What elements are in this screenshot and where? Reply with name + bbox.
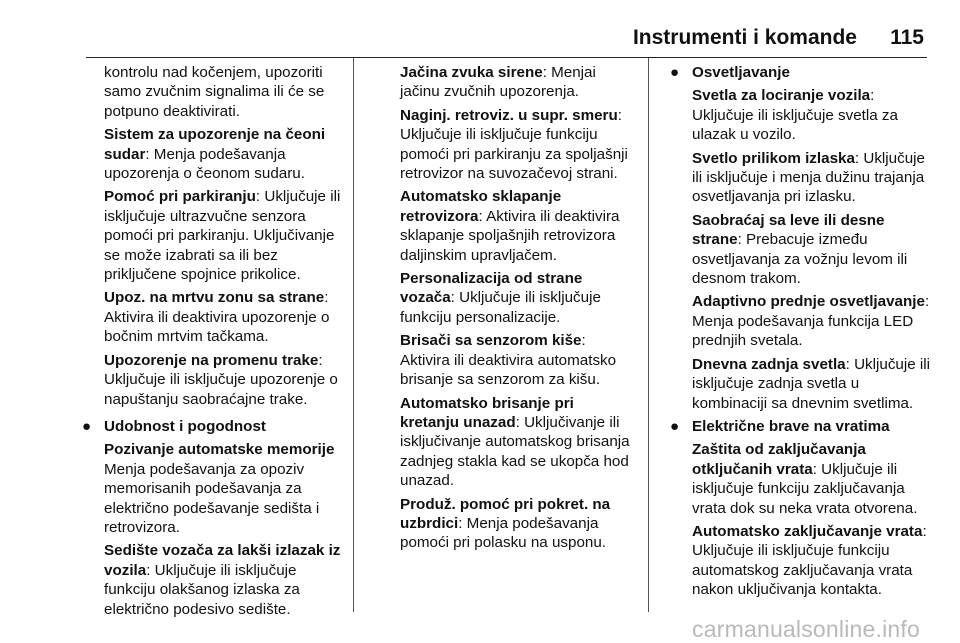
paragraph: Jačina zvuka sirene: Menjai jačinu zvučnih upozorenja. bbox=[400, 64, 596, 101]
term: Naginj. retroviz. u supr. smeru bbox=[400, 106, 618, 124]
paragraph: Brisači sa senzorom kiše: Aktivira ili deaktivira automatsko brisanje sa senzorom za kišu. bbox=[400, 332, 617, 389]
column-1 bbox=[104, 63, 348, 413]
term: Produž. pomoć pri pokret. na uzbrdici bbox=[400, 495, 611, 532]
watermark: carmanualsonline.info bbox=[692, 616, 920, 642]
bullet-icon: ● bbox=[670, 64, 680, 81]
bullet-comfort-section bbox=[82, 417, 348, 623]
column-divider-1 bbox=[353, 58, 354, 612]
paragraph: Automatsko zaključavanje vrata: Uključuje ili isključuje funkciju automatskog zaključavanja vrata nakon uključivanja kontakta. bbox=[692, 522, 927, 599]
header-rule bbox=[86, 57, 927, 58]
term: Sistem za upozorenje na čeoni sudar bbox=[104, 126, 326, 163]
term: Sedište vozača za lakši izlazak iz vozila bbox=[104, 542, 341, 579]
term: Zaštita od zaključavanja otključanih vrata bbox=[692, 441, 866, 478]
paragraph: Svetla za lociranje vozila: Uključuje ili isključuje svetla za ulazak u vozilo. bbox=[692, 87, 898, 144]
paragraph: Upoz. na mrtvu zonu sa strane: Aktivira ili deaktivira upozorenje o bočnim mrtvim tačkama. bbox=[104, 289, 330, 346]
term: Upozorenje na promenu trake bbox=[104, 351, 319, 369]
paragraph: Automatsko sklapanje retrovizora: Aktivira ili deaktivira sklapanje spoljašnjih retrovizora daljinskim upravljačem. bbox=[400, 188, 620, 264]
column-2 bbox=[400, 63, 634, 557]
term: Adaptivno prednje osvetljavanje bbox=[692, 293, 925, 311]
term: Dnevna zadnja svetla bbox=[692, 355, 846, 373]
paragraph: Sedište vozača za lakši izlazak iz vozila: Uključuje ili isključuje funkciju olakšanog izlaska za električno podesivo sedište. bbox=[104, 542, 341, 618]
paragraph: Upozorenje na promenu trake: Uključuje ili isključuje upozorenje o napuštanju saobraćajne trake. bbox=[104, 351, 338, 408]
term: Pozivanje automatske memorije bbox=[104, 441, 335, 459]
paragraph: Saobraćaj sa leve ili desne strane: Prebacuje između osvetljavanja za vožnju levom ili desnom trakom. bbox=[692, 211, 908, 288]
bullet-item: ● Osvetljavanje bbox=[670, 64, 790, 81]
paragraph: Pozivanje automatske memorije Menja podešavanja za opoziv memorisanih podešavanja za električno podešavanje sedišta i retrovizora. bbox=[104, 441, 335, 537]
term: Svetla za lociranje vozila bbox=[692, 87, 871, 105]
paragraph: Pomoć pri parkiranju: Uključuje ili isključuje ultrazvučne senzora pomoći pri parkiranju. Uključivanje se može izabrati sa ili bez priključene spojnice prikolice. bbox=[104, 188, 341, 284]
paragraph: Automatsko brisanje pri kretanju unazad: Uključivanje ili isključivanje automatskog brisanja zadnjeg stakla kad se ukopča hod unazad. bbox=[400, 394, 630, 490]
term: Automatsko brisanje pri kretanju unazad bbox=[400, 394, 574, 431]
term: Automatsko zaključavanje vrata bbox=[692, 522, 923, 540]
paragraph: Personalizacija od strane vozača: Uključuje ili isključuje funkciju personalizacije. bbox=[400, 270, 601, 326]
term: Pomoć pri parkiranju bbox=[104, 188, 256, 206]
term: Personalizacija od strane vozača bbox=[400, 270, 583, 307]
term: Svetlo prilikom izlaska bbox=[692, 149, 855, 167]
paragraph: Naginj. retroviz. u supr. smeru: Uključuje ili isključuje funkciju pomoći pri parkiranju za spoljašnji retrovizor na suvozačevoj strani. bbox=[400, 106, 628, 183]
term: Jačina zvuka sirene bbox=[400, 64, 543, 81]
paragraph: Svetlo prilikom izlaska: Uključuje ili isključuje i menja dužinu trajanja osvetljavanja pri izlasku. bbox=[692, 149, 925, 206]
column-divider-2 bbox=[648, 58, 649, 612]
bullet-icon: ● bbox=[670, 417, 680, 435]
term: Brisači sa senzorom kiše bbox=[400, 332, 582, 350]
bullet-item: ● Električne brave na vratima bbox=[670, 417, 890, 435]
page-number: 115 bbox=[890, 26, 924, 49]
paragraph: Produž. pomoć pri pokret. na uzbrdici: Menja podešavanja pomoći pri polasku na usponu. bbox=[400, 495, 611, 552]
paragraph: Dnevna zadnja svetla: Uključuje ili isključuje zadnja svetla u kombinaciji sa dnevnim svetlima. bbox=[692, 355, 931, 412]
column-3 bbox=[670, 63, 932, 604]
bullet-icon: ● bbox=[82, 418, 92, 435]
bullet-item: ● Udobnost i pogodnost bbox=[82, 418, 266, 435]
term: Saobraćaj sa leve ili desne strane bbox=[692, 211, 885, 249]
paragraph: Zaštita od zaključavanja otključanih vrata: Uključuje ili isključuje funkciju zaključavanja vrata dok su neka vrata otvorena. bbox=[692, 441, 918, 517]
paragraph: Adaptivno prednje osvetljavanje: Menja podešavanja funkcija LED prednjih svetala. bbox=[692, 293, 930, 350]
term: Upoz. na mrtvu zonu sa strane bbox=[104, 289, 325, 307]
paragraph: kontrolu nad kočenjem, upozoriti samo zvučnim signalima ili će se potpuno deaktivirati. bbox=[104, 64, 325, 120]
term: Automatsko sklapanje retrovizora bbox=[400, 188, 562, 225]
page-header bbox=[0, 0, 960, 58]
section-title: Instrumenti i komande bbox=[632, 26, 857, 49]
paragraph: Sistem za upozorenje na čeoni sudar: Menja podešavanja upozorenja o čeonom sudaru. bbox=[104, 126, 326, 183]
